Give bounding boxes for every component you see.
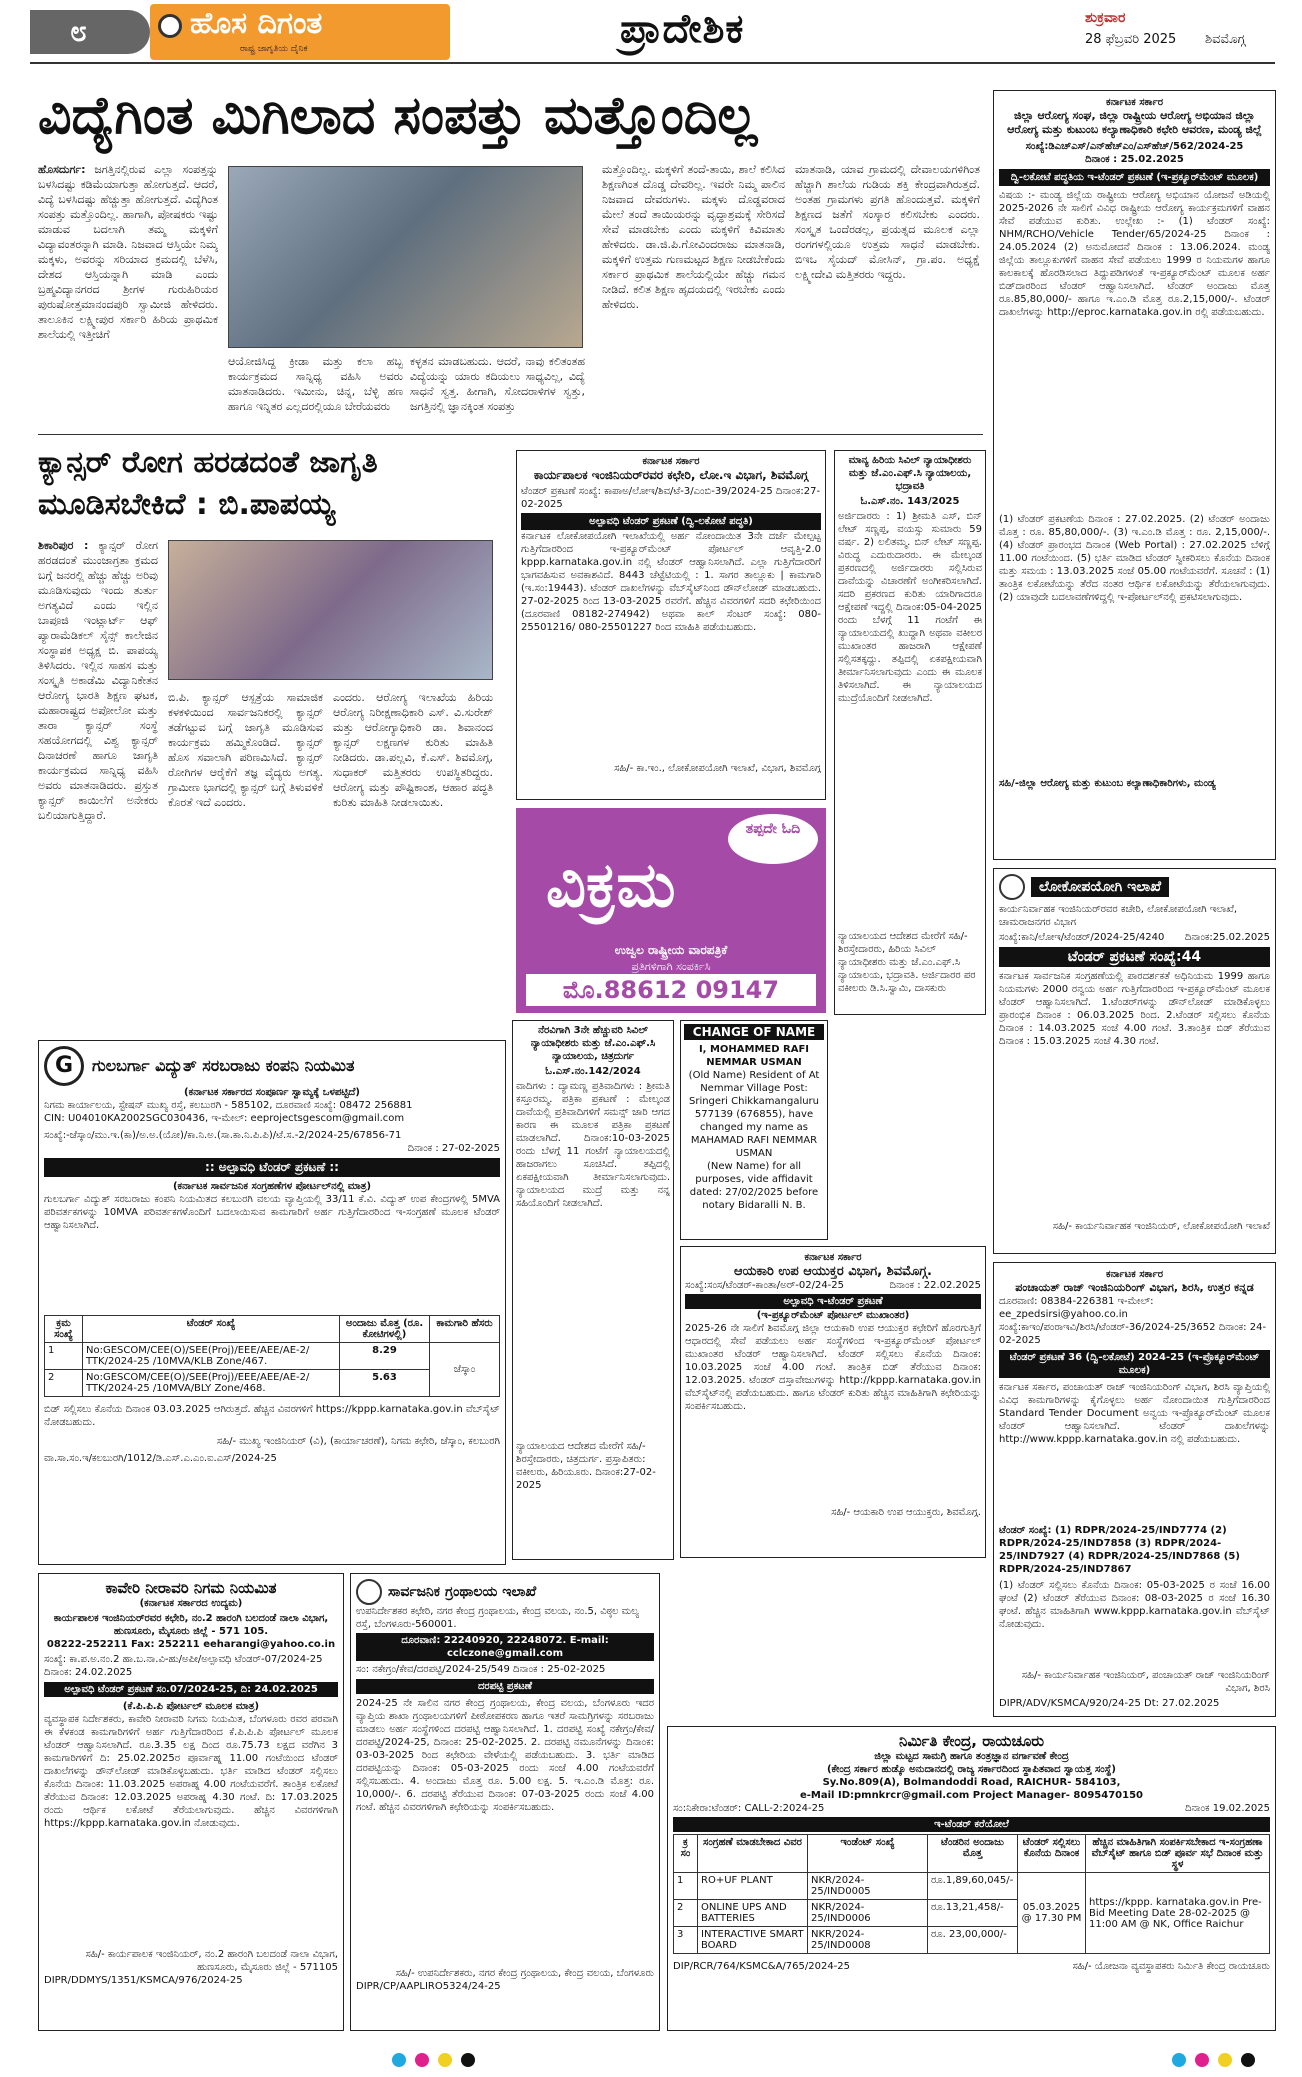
ad-sub2: ಪ್ರತಿಗಳಿಗಾಗಿ ಸಂಪರ್ಕಿಸಿ: [631, 960, 711, 973]
library-quotation: ಸಾರ್ವಜನಿಕ ಗ್ರಂಥಾಲಯ ಇಲಾಖೆ ಉಪನಿರ್ದೇಶಕರ ಕಛೇರಿ, ನಗರ ಕೇಂದ್ರ ಗ್ರಂಥಾಲಯ, ಕೇಂದ್ರ ವಲಯ, ನಂ.5, ವಿಠ್ಠಲ ಮಲ್ಯ ರಸ್ತೆ, ಬೆಂಗಳೂರು-560001. ದೂರವಾಣಿ: 22240920, 22248072. E-mail: cclczone@gmail.com ಸಂ: ನಕೇಗ್ರಂ/ಕೇವ/ದರಪಟ್ಟಿ/2024-25/549 ದಿನಾಂಕ : 25-02-2025 ದರಪಟ್ಟಿ ಪ್ರಕಟಣೆ 2024-25 ನೇ ಸಾಲಿನ ನಗರ ಕೇಂದ್ರ ಗ್ರಂಥಾಲಯ, ಕೇಂದ್ರ ವಲಯ, ಬೆಂಗಳೂರು ಇದರ ವ್ಯಾಪ್ತಿಯ ಶಾಖಾ ಗ್ರಂಥಾಲಯಗಳಿಗೆ ಪೀಠೋಪಕರಣ ಹಾಗೂ ಇತರೆ ಸಾಮಗ್ರಿಗಳನ್ನು ಸರಬರಾಜು ಮಾಡಲು ಅರ್ಹ ಸಂಸ್ಥೆಗಳಿಂದ ದರಪಟ್ಟಿ ಆಹ್ವಾನಿಸಲಾಗಿದೆ. 1. ದರಪಟ್ಟಿ ಸಂಖ್ಯೆ ನಕೇಗ್ರಂ/ಕೇವ/ದರಪಟ್ಟಿ/2024-25, ದಿನಾಂಕ: 25-02-2025. 2. ದರಪಟ್ಟಿ ನಮೂನೆಗಳನ್ನು ದಿನಾಂಕ: 03-03-2025 ರಿಂದ ಕಛೇರಿಯ ವೇಳೆಯಲ್ಲಿ ಪಡೆಯಬಹುದು. 3. ಭರ್ತಿ ಮಾಡಿದ ದರಪಟ್ಟಿಯನ್ನು ದಿನಾಂಕ: 05-03-2025 ರಂದು ಸಂಜೆ 4.00 ಗಂಟೆಯವರೆಗೆ ಸಲ್ಲಿಸಬಹುದು. 4. ಅಂದಾಜು ಮೊತ್ತ ರೂ. 5.00 ಲಕ್ಷ. 5. ಇ.ಎಂ.ಡಿ ಮೊತ್ತ: ರೂ. 10,000/-. 6. ದರಪಟ್ಟಿ ತೆರೆಯುವ ದಿನಾಂಕ: 07-03-2025 ರಂದು ಸಂಜೆ 4.00 ಗಂಟೆ. ಹೆಚ್ಚಿನ ವಿವರಗಳಿಗಾಗಿ ಕಛೇರಿಯನ್ನು ಸಂಪರ್ಕಿಸಬಹುದು. ಸಹಿ/- ಉಪನಿರ್ದೇಶಕರು, ನಗರ ಕೇಂದ್ರ ಗ್ರಂಥಾಲಯ, ಕೇಂದ್ರ ವಲಯ, ಬೆಂಗಳೂರು DIPR/CP/AAPLIRO5324/24-25: [350, 1573, 660, 2031]
cyan-mark: [392, 2053, 406, 2067]
tender-cauvery: ಕಾವೇರಿ ನೀರಾವರಿ ನಿಗಮ ನಿಯಮಿತ (ಕರ್ನಾಟಕ ಸರ್ಕಾರದ ಉದ್ಯಮ) ಕಾರ್ಯಪಾಲಕ ಇಂಜಿನಿಯರ್‌ರವರ ಕಛೇರಿ, ನಂ.2 ಹಾರಂಗಿ ಬಲದಂಡೆ ನಾಲಾ ವಿಭಾಗ, ಹುಣಸೂರು, ಮೈಸೂರು ಜಿಲ್ಲೆ - 571 105. 08222-252211 Fax: 252211 eeharangi@yahoo.co.in ಸಂಖ್ಯೆ: ಕಾ.ಪ.ಅ.ನಂ.2 ಹಾ.ಬ.ನಾ.ವಿ-ಹು/ಅಪೀ/ಅಲ್ಪಾವಧಿ ಟೆಂಡರ್-07/2024-25 ದಿನಾಂಕ: 24.02.2025 ಅಲ್ಪಾವಧಿ ಟೆಂಡರ್ ಪ್ರಕಟಣೆ ಸಂ.07/2024-25, ದಿ: 24.02.2025 (ಕೆ.ಪಿ.ಪಿ.ಪಿ ಪೋರ್ಟಲ್ ಮೂಲಕ ಮಾತ್ರ) ವ್ಯವಸ್ಥಾಪಕ ನಿರ್ದೇಶಕರು, ಕಾವೇರಿ ನೀರಾವರಿ ನಿಗಮ ನಿಯಮಿತ, ಬೆಂಗಳೂರು ರವರ ಪರವಾಗಿ ಈ ಕೆಳಕಂಡ ಕಾಮಗಾರಿಗಳಿಗೆ ಅರ್ಹ ಗುತ್ತಿಗೆದಾರರಿಂದ ಕೆ.ಪಿ.ಪಿ.ಪಿ ಪೋರ್ಟಲ್ ಮೂಲಕ ಟೆಂಡರ್ ಆಹ್ವಾನಿಸಲಾಗಿದೆ. ರೂ.3.35 ಲಕ್ಷ ದಿಂದ ರೂ.75.73 ಲಕ್ಷದ ವರೆಗಿನ 3 ಕಾಮಗಾರಿಗಳಿಗೆ ದಿ: 25.02.2025ರ ಪೂರ್ವಾಹ್ನ 11.00 ಗಂಟೆಯಿಂದ ಟೆಂಡರ್ ದಾಖಲೆಗಳನ್ನು ಡೌನ್‌ಲೋಡ್ ಮಾಡಿಕೊಳ್ಳಬಹುದು. ಭರ್ತಿ ಮಾಡಿದ ಟೆಂಡರ್ ಸಲ್ಲಿಸಲು ಕೊನೆಯ ದಿನಾಂಕ: 11.03.2025 ಅಪರಾಹ್ನ 4.00 ಗಂಟೆಯವರೆಗೆ. ತಾಂತ್ರಿಕ ಲಕೋಟೆ ತೆರೆಯುವ ದಿನಾಂಕ: 12.03.2025 ಅಪರಾಹ್ನ 4.30 ಗಂಟೆ. ದಿ: 17.03.2025 ರಂದು ಆರ್ಥಿಕ ಲಕೋಟೆ ತೆರೆಯಲಾಗುವುದು. ಹೆಚ್ಚಿನ ವಿವರಗಳಿಗಾಗಿ https://kppp.karnataka.gov.in ನೋಡುವುದು. ಸಹಿ/- ಕಾರ್ಯಪಾಲಕ ಇಂಜಿನಿಯರ್, ನಂ.2 ಹಾರಂಗಿ ಬಲದಂಡೆ ನಾಲಾ ವಿಭಾಗ, ಹುಣಸೂರು, ಮೈಸೂರು ಜಿಲ್ಲೆ - 571105 DIPR/DDMYS/1351/KSMCA/976/2024-25: [38, 1573, 344, 2031]
brand-tagline: ರಾಷ್ಟ್ರ ಜಾಗೃತಿಯ ದೈನಿಕ: [240, 44, 308, 54]
ad-sub: ಉಜ್ವಲ ರಾಷ್ಟ್ರೀಯ ವಾರಪತ್ರಿಕೆ: [614, 943, 728, 957]
issue-day: ಶುಕ್ರವಾರ: [1085, 10, 1126, 26]
story2-col: ಶಿಕಾರಿಪುರ : ಕ್ಯಾನ್ಸರ್ ರೋಗ ಹರಡದಂತೆ ಮುಂಜಾಗ್ರತಾ ಕ್ರಮದ ಬಗ್ಗೆ ಜನರಲ್ಲಿ ಹೆಚ್ಚು ಹೆಚ್ಚು ಅರಿವು ಮೂಡಿಸುವುದು ಇಂದು ತುರ್ತು ಅಗತ್ಯವಿದೆ ಎಂದು ಇಲ್ಲಿನ ಬಾಪೂಜಿ ಇಂಟ್ಲಾರ್ಟ್ ಆಫ್ ಪ್ಯಾರಾಮೆಡಿಕಲ್ ಸೈನ್ಸ್ ಕಾಲೇಜಿನ ಸಂಸ್ಥಾಪಕ ಅಧ್ಯಕ್ಷ ಬಿ. ಪಾಪಯ್ಯ ತಿಳಿಸಿದರು. ಇಲ್ಲಿನ ಸಾಹಸ ಮತ್ತು ಸಂಸ್ಕೃತಿ ಅಕಾಡೆಮಿ ವಿದ್ಯಾನಿಕೇತನ ಆರೋಗ್ಯ ಭಾರತಿ ಶಿಕ್ಷಣ ಘಟಕ, ಮಹಾರಾಷ್ಟ್ರದ ಅಪೋಲೋ ಮತ್ತು ತಾರಾ ಕ್ಯಾನ್ಸರ್ ಸಂಸ್ಥೆ ಸಹಯೋಗದಲ್ಲಿ ವಿಶ್ವ ಕ್ಯಾನ್ಸರ್ ದಿನಾಚರಣೆ ಹಾಗೂ ಜಾಗೃತಿ ಕಾರ್ಯಕ್ರಮದ ಸಾನ್ನಿಧ್ಯ ವಹಿಸಿ ಅವರು ಮಾತನಾಡಿದರು. ಪ್ರಸ್ತುತ ಕ್ಯಾನ್ಸರ್ ಕಾಯಿಲೆಗೆ ಅನೇಕರು ಬಲಿಯಾಗುತ್ತಿದ್ದಾರೆ.: [38, 539, 158, 822]
story-col: ಮಾತನಾಡಿ, ಯಾವ ಗ್ರಾಮದಲ್ಲಿ ದೇವಾಲಯಗಳಿಗಿಂತ ಹೆಚ್ಚಾಗಿ ಶಾಲೆಯ ಗುಡಿಯ ಶಕ್ತಿ ಕೇಂದ್ರವಾಗಿರುತ್ತದೆ. ಅಂತಹ ಗ್ರಾಮಗಳು ಪ್ರಗತಿ ಹೊಂದುತ್ತವೆ. ಮಕ್ಕಳಿಗೆ ಶಿಕ್ಷಣದ ಜತೆಗೆ ಸಂಸ್ಕಾರ ಕಲಿಸಬೇಕು ಎಂದರು. ಸಂಸ್ಕೃತ ಒಂದೆರಡಲ್ಲ, ಪ್ರಯತ್ನದ ಮೂಲಕ ಎಲ್ಲಾ ರಂಗಗಳಲ್ಲಿಯೂ ಉತ್ತಮ ಸಾಧನೆ ಮಾಡಬೇಕು. ಬಿಇಒ ಸೈಯದ್ ಮೋಸಿನ್, ಗ್ರಾ.ಪಂ. ಅಧ್ಯಕ್ಷೆ ಲಕ್ಷ್ಮೀದೇವಿ ಮತ್ತಿತರರು ಇದ್ದರು.: [795, 163, 980, 281]
registration-marks: [390, 2052, 477, 2071]
section-title: ಪ್ರಾದೇಶಿಕ: [620, 6, 745, 52]
court-notice-chitradurga: ನೆರವಿಗಾಗಿ 3ನೇ ಹೆಚ್ಚುವರಿ ಸಿವಿಲ್ ನ್ಯಾಯಾಧೀಶರು ಮತ್ತು ಜೆ.ಎಂ.ಎಫ್.ಸಿ ನ್ಯಾಯಾಲಯ, ಚಿತ್ರದುರ್ಗ ಓ.ಎಸ್.ನಂ.142/2024 ವಾದಿಗಳು : ದ್ಯಾಮಣ್ಣ ಪ್ರತಿವಾದಿಗಳು : ಶ್ರೀಮತಿ ಕಸ್ತೂರಮ್ಮ. ಪತ್ರಿಕಾ ಪ್ರಕಟಣೆ : ಮೇಲ್ಕಂಡ ದಾವೆಯಲ್ಲಿ ಪ್ರತಿವಾದಿಗಳಿಗೆ ಸಮನ್ಸ್ ಜಾರಿ ಆಗದ ಕಾರಣ ಈ ಮೂಲಕ ಪತ್ರಿಕಾ ಪ್ರಕಟಣೆ ಮಾಡಲಾಗಿದೆ. ದಿನಾಂಕ:10-03-2025 ರಂದು ಬೆಳಗ್ಗೆ 11 ಗಂಟೆಗೆ ನ್ಯಾಯಾಲಯದಲ್ಲಿ ಹಾಜರಾಗಲು ಸೂಚಿಸಿದೆ. ತಪ್ಪಿದಲ್ಲಿ ಏಕಪಕ್ಷೀಯವಾಗಿ ತೀರ್ಮಾನಿಸಲಾಗುವುದು. ನ್ಯಾಯಾಲಯದ ಮುದ್ರೆ ಮತ್ತು ನನ್ನ ಸಹಿಯೊಂದಿಗೆ ನೀಡಲಾಗಿದೆ. ನ್ಯಾಯಾಲಯದ ಆದೇಶದ ಮೇರೆಗೆ ಸಹಿ/- ಶಿರಸ್ತೇದಾರರು, ಚಿತ್ರದುರ್ಗ. ಪ್ರಸ್ತಾಪಿತರು: ವಕೀಲರು, ಹಿರಿಯೂರು. ದಿನಾಂಕ:27-02-2025: [512, 1020, 674, 1560]
court-notice-bhadravathi: ಮಾನ್ಯ ಹಿರಿಯ ಸಿವಿಲ್ ನ್ಯಾಯಾಧೀಶರು ಮತ್ತು ಜೆ.ಎಂ.ಎಫ್.ಸಿ ನ್ಯಾಯಾಲಯ, ಭದ್ರಾವತಿ ಓ.ಎಸ್.ನಂ. 143/2025 ಅರ್ಜಿದಾರರು : 1) ಶ್ರೀಮತಿ ಎಸ್, ಬಿನ್ ಲೇಟ್ ಸಣ್ಣಪ್ಪ, ವಯಸ್ಸು ಸುಮಾರು 59 ವರ್ಷ. 2) ಲಲಿತಮ್ಮ. ಬಿನ್ ಲೇಟ್ ಸಣ್ಣಪ್ಪ. ವಿರುದ್ಧ ಎದುರುದಾರರು. ಈ ಮೇಲ್ಕಂಡ ಪ್ರಕರಣದಲ್ಲಿ ಅರ್ಜಿದಾರರು ಸಲ್ಲಿಸಿರುವ ದಾವೆಯನ್ನು ವಿಚಾರಣೆಗೆ ಅಂಗೀಕರಿಸಲಾಗಿದೆ. ಸದರಿ ಪ್ರಕರಣದ ಕುರಿತು ಯಾರಿಗಾದರೂ ಆಕ್ಷೇಪಣೆ ಇದ್ದಲ್ಲಿ ದಿನಾಂಕ:05-04-2025 ರಂದು ಬೆಳಗ್ಗೆ 11 ಗಂಟೆಗೆ ಈ ನ್ಯಾಯಾಲಯದಲ್ಲಿ ಖುದ್ದಾಗಿ ಅಥವಾ ವಕೀಲರ ಮುಖಾಂತರ ಹಾಜರಾಗಿ ಆಕ್ಷೇಪಣೆ ಸಲ್ಲಿಸತಕ್ಕದ್ದು. ತಪ್ಪಿದಲ್ಲಿ ಏಕಪಕ್ಷೀಯವಾಗಿ ತೀರ್ಮಾನಿಸಲಾಗುವುದು ಎಂದು ಈ ಮೂಲಕ ತಿಳಿಸಲಾಗಿದೆ. ಈ ನ್ಯಾಯಾಲಯದ ಮುದ್ರೆಯೊಂದಿಗೆ ನೀಡಲಾಗಿದೆ. ನ್ಯಾಯಾಲಯದ ಆದೇಶದ ಮೇರೆಗೆ ಸಹಿ/- ಶಿರಸ್ತೇದಾರರು, ಹಿರಿಯ ಸಿವಿಲ್ ನ್ಯಾಯಾಧೀಶರು ಮತ್ತು ಜೆ.ಎಂ.ಎಫ್.ಸಿ ನ್ಯಾಯಾಲಯ, ಭದ್ರಾವತಿ. ಅರ್ಜಿದಾರರ ಪರ ವಕೀಲರು ಡಿ.ಸಿ.ಸ್ವಾಮಿ, ದಾಸಕುರು: [834, 450, 986, 1015]
nirmiti-table: ಕ್ರ ಸಂ ಸಂಗ್ರಹಣೆ ಮಾಡಬೇಕಾದ ವಿವರ ಇಂಡೆಂಟ್ ಸಂಖ್ಯೆ ಟೆಂಡರಿನ ಅಂದಾಜು ಮೊತ್ತ ಟೆಂಡರ್ ಸಲ್ಲಿಸಲು ಕೊನೆಯ ದಿನಾಂಕ ಹೆಚ್ಚಿನ ಮಾಹಿತಿಗಾಗಿ ಸಂಪರ್ಕಿಸಬೇಕಾದ ಇ-ಸಂಗ್ರಹಣಾ ವೆಬ್‌ಸೈಟ್ ಹಾಗೂ ಬಿಡ್ ಪೂರ್ವ ಸಭೆ ದಿನಾಂಕ ಮತ್ತು ಸ್ಥಳ 1 RO+UF PLANT NKR/2024-25/IND0005 ರೂ.1,89,60,045/- 05.03.2025 @ 17.30 PM https://kppp. karnataka.gov.in Pre-Bid Meeting Date 28-02-2025 @ 11:00 AM @ NK, Office Raichur 2 ONLINE UPS AND BATTERIES NKR/2024-25/IND0006 ರೂ.13,21,458/- 3 INTERACTIVE SMART BOARD NKR/2024-25/IND0008 ರೂ. 23,00,000/-: [673, 1834, 1270, 1954]
gescom-tender: G ಗುಲಬರ್ಗಾ ವಿದ್ಯುತ್ ಸರಬರಾಜು ಕಂಪನಿ ನಿಯಮಿತ (ಕರ್ನಾಟಕ ಸರ್ಕಾರದ ಸಂಪೂರ್ಣ ಸ್ವಾಮ್ಯಕ್ಕೆ ಒಳಪಟ್ಟಿದೆ) ನಿಗಮ ಕಾರ್ಯಾಲಯ, ಸ್ಟೇಷನ್ ಮುಖ್ಯ ರಸ್ತೆ, ಕಲಬುರಗಿ - 585102, ದೂರವಾಣಿ ಸಂಖ್ಯೆ: 08472 256881 CIN: U04010KA2002SGC030436, ಇ-ಮೇಲ್: eeprojectsgescom@gmail.com ಸಂಖ್ಯೆ:-ಜೆಸ್ಕಾಂ/ಮು.ಇ.(ಕಾ)/ಅ.ಅ.(ಯೋ)/ಕಾ.ನಿ.ಅ.(ಸಾ.ಕಾ.ನಿ.ಪಿ.ಪಿ)/ಟೆ.ಸ.-2/2024-25/67856-71 ದಿನಾಂಕ : 27-02-2025 :: ಅಲ್ಪಾವಧಿ ಟೆಂಡರ್ ಪ್ರಕಟಣೆ :: (ಕರ್ನಾಟಕ ಸಾರ್ವಜನಿಕ ಸಂಗ್ರಹಣೆಗಳ ಪೋರ್ಟಲ್‌ನಲ್ಲಿ ಮಾತ್ರ) ಗುಲಬರ್ಗಾ ವಿದ್ಯುತ್ ಸರಬರಾಜು ಕಂಪನಿ ನಿಯಮಿತದ ಕಲಬುರಗಿ ವಲಯ ವ್ಯಾಪ್ತಿಯಲ್ಲಿ 33/11 ಕೆ.ವಿ. ವಿದ್ಯುತ್ ಉಪ ಕೇಂದ್ರಗಳಲ್ಲಿ 5MVA ಪರಿವರ್ತಕಗಳನ್ನು 10MVA ಪರಿವರ್ತಕಗಳೊಂದಿಗೆ ಬದಲಾಯಿಸುವ ಕಾಮಗಾರಿಗೆ ಅರ್ಹ ಗುತ್ತಿಗೆದಾರರಿಂದ ಇ-ಸಂಗ್ರಹಣೆ ಮೂಲಕ ಟೆಂಡರ್ ಆಹ್ವಾನಿಸಲಾಗಿದೆ. ಕ್ರಮ ಸಂಖ್ಯೆ ಟೆಂಡರ್ ಸಂಖ್ಯೆ ಅಂದಾಜು ಮೊತ್ತ (ರೂ. ಕೋಟಿಗಳಲ್ಲಿ) ಕಾಮಗಾರಿ ಹೆಸರು 1 No:GESCOM/CEE(O)/SEE(Proj)/EEE/AEE/AE-2/ TTK/2024-25 /10MVA/KLB Zone/467. 8.29 ಜೆಸ್ಕಾಂ 2 No:GESCOM/CEE(O)/SEE(Proj)/EEE/AEE/AE-2/ TTK/2024-25 /10MVA/BLY Zone/468. 5.63 ಬಿಡ್ ಸಲ್ಲಿಸಲು ಕೊನೆಯ ದಿನಾಂಕ 03.03.2025 ಆಗಿರುತ್ತದೆ. ಹೆಚ್ಚಿನ ವಿವರಗಳಿಗೆ https://kppp.karnataka.gov.in ವೆಬ್‌ಸೈಟ್ ನೋಡಬಹುದು. ಸಹಿ/- ಮುಖ್ಯ ಇಂಜಿನಿಯರ್ (ವಿ), (ಕಾರ್ಯಾಚರಣೆ), ನಿಗಮ ಕಛೇರಿ, ಜೆಸ್ಕಾಂ, ಕಲಬುರಗಿ ವಾ.ಸಾ.ಸಂ.ಇ/ಕಲಬುರಗಿ/1012/ಡಿ.ಎಸ್.ಎ.ಎಂ.ಐ.ಎಸ್/2024-25: [38, 1040, 506, 1565]
issue-date: 28 ಫೆಬ್ರವರಿ 2025: [1085, 32, 1177, 47]
gescom-name: ಗುಲಬರ್ಗಾ ವಿದ್ಯುತ್ ಸರಬರಾಜು ಕಂಪನಿ ನಿಯಮಿತ: [92, 1056, 355, 1075]
black-mark: [1241, 2053, 1255, 2067]
page-number: ೮: [30, 10, 150, 54]
tender-pwd-44: ಲೋಕೋಪಯೋಗಿ ಇಲಾಖೆ ಕಾರ್ಯನಿರ್ವಾಹಕ ಇಂಜಿನಿಯರ್‌ರವರ ಕಚೇರಿ, ಲೋಕೋಪಯೋಗಿ ಇಲಾಖೆ, ಚಾಮರಾಜನಗರ ವಿಭಾಗ ಸಂಖ್ಯೆ:ಕಾನಿ/ಲೋಇ/ಟೆಂಡರ್/2024-25/4240 ದಿನಾಂಕ:25.02.2025 ಟೆಂಡರ್ ಪ್ರಕಟಣೆ ಸಂಖ್ಯೆ:44 ಕರ್ನಾಟಕ ಸಾರ್ವಜನಿಕ ಸಂಗ್ರಹಣೆಯಲ್ಲಿ ಪಾರದರ್ಶಕತೆ ಅಧಿನಿಯಮ 1999 ಹಾಗೂ ನಿಯಮಗಳು 2000 ರನ್ವಯ ಅರ್ಹ ಗುತ್ತಿಗೆದಾರರಿಂದ ಇ-ಪ್ರಕ್ಯೂರ್‌ಮೆಂಟ್ ಮೂಲಕ ಟೆಂಡರ್ ಆಹ್ವಾನಿಸಲಾಗಿದೆ. 1.ಟೆಂಡರ್‌ಗಳನ್ನು ಡೌನ್‌ಲೋಡ್ ಮಾಡಿಕೊಳ್ಳಲು ಪ್ರಾರಂಭಿಕ ದಿನಾಂಕ : 06.03.2025 ರಿಂದ. 2.ಟೆಂಡರ್ ಸಲ್ಲಿಸಲು ಕೊನೆಯ ದಿನಾಂಕ : 14.03.2025 ಸಂಜೆ 4.00 ಗಂಟೆ. 3.ತಾಂತ್ರಿಕ ಬಿಡ್ ತೆರೆಯುವ ದಿನಾಂಕ : 15.03.2025 ಸಂಜೆ 4.30 ಗಂಟೆ. ಸಹಿ/- ಕಾರ್ಯನಿರ್ವಾಹಕ ಇಂಜಿನಿಯರ್, ಲೋಕೋಪಯೋಗಿ ಇಲಾಖೆ: [993, 868, 1276, 1254]
gescom-table: ಕ್ರಮ ಸಂಖ್ಯೆ ಟೆಂಡರ್ ಸಂಖ್ಯೆ ಅಂದಾಜು ಮೊತ್ತ (ರೂ. ಕೋಟಿಗಳಲ್ಲಿ) ಕಾಮಗಾರಿ ಹೆಸರು 1 No:GESCOM/CEE(O)/SEE(Proj)/EEE/AEE/AE-2/ TTK/2024-25 /10MVA/KLB Zone/467. 8.29 ಜೆಸ್ಕಾಂ 2 No:GESCOM/CEE(O)/SEE(Proj)/EEE/AEE/AE-2/ TTK/2024-25 /10MVA/BLY Zone/468. 5.63: [44, 1315, 500, 1397]
magenta-mark: [415, 2053, 429, 2067]
yellow-mark: [438, 2053, 452, 2067]
magenta-mark: [1195, 2053, 1209, 2067]
lamp-icon: [158, 14, 182, 38]
vikrama-ad: [516, 808, 826, 1013]
tender-health-mandya: ಕರ್ನಾಟಕ ಸರ್ಕಾರ ಜಿಲ್ಲಾ ಆರೋಗ್ಯ ಸಂಘ, ಜಿಲ್ಲಾ ರಾಷ್ಟ್ರೀಯ ಆರೋಗ್ಯ ಅಭಿಯಾನ ಜಿಲ್ಲಾ ಆರೋಗ್ಯ ಮತ್ತು ಕುಟುಂಬ ಕಲ್ಯಾಣಾಧಿಕಾರಿ ಕಛೇರಿ ಆವರಣ, ಮಂಡ್ಯ ಜಿಲ್ಲೆ ಸಂಖ್ಯೆ:ಡಿಎಚ್‌ಎಸ್/ಎನ್‌ಹೆಚ್‌ಎಂ/ಎಸ್‌ಹೆಚ್/562/2024-25 ದಿನಾಂಕ : 25.02.2025 ದ್ವಿ-ಲಕೋಟೆ ಪದ್ಧತಿಯ ಇ-ಟೆಂಡರ್ ಪ್ರಕಟಣೆ (ಇ-ಪ್ರಕ್ಯೂರ್‌ಮೆಂಟ್ ಮೂಲಕ) ವಿಷಯ :- ಮಂಡ್ಯ ಜಿಲ್ಲೆಯ ರಾಷ್ಟ್ರೀಯ ಆರೋಗ್ಯ ಅಭಿಯಾನ ಯೋಜನೆ ಅಡಿಯಲ್ಲಿ 2025-2026 ನೇ ಸಾಲಿಗೆ ವಿವಿಧ ರಾಷ್ಟ್ರೀಯ ಆರೋಗ್ಯ ಕಾರ್ಯಕ್ರಮಗಳಿಗೆ ವಾಹನ ಸೇವೆ ಪಡೆಯುವ ಕುರಿತು. ಉಲ್ಲೇಖ :- (1) ಟೆಂಡರ್ ಸಂಖ್ಯೆ: NHM/RCHO/Vehicle Tender/65/2024-25 ದಿನಾಂಕ : 24.05.2024 (2) ಅನುಮೋದನೆ ದಿನಾಂಕ : 13.06.2024. ಮಂಡ್ಯ ಜಿಲ್ಲೆಯ ತಾಲ್ಲೂಕುಗಳಿಗೆ ವಾಹನ ಸೇವೆ ಪಡೆಯಲು 1999 ರ ನಿಯಮಗಳ ಹಾಗೂ ಕಾಲಕಾಲಕ್ಕೆ ಹೊರಡಿಸಲಾದ ತಿದ್ದುಪಡಿಗಳಂತೆ ಇ-ಪ್ರಕ್ಯೂರ್‌ಮೆಂಟ್ ಮೂಲಕ ಅರ್ಹ ಬಿಡ್‌ದಾರರಿಂದ ಟೆಂಡರ್ ಆಹ್ವಾನಿಸಲಾಗಿದೆ. ಟೆಂಡರ್ ಅಂದಾಜು ಮೊತ್ತ ರೂ.85,80,000/- ಹಾಗೂ ಇ.ಎಂ.ಡಿ ಮೊತ್ತ ರೂ.2,15,000/-. ಟೆಂಡರ್ ದಾಖಲೆಗಳನ್ನು http://eproc.karnataka.gov.in ರಲ್ಲಿ ಪಡೆಯಬಹುದು. (1) ಟೆಂಡರ್ ಪ್ರಕಟಣೆಯ ದಿನಾಂಕ : 27.02.2025. (2) ಟೆಂಡರ್ ಅಂದಾಜು ಮೊತ್ತ : ರೂ. 85,80,000/-. (3) ಇ.ಎಂ.ಡಿ ಮೊತ್ತ : ರೂ. 2,15,000/-. (4) ಟೆಂಡರ್ ಪ್ರಾರಂಭದ ದಿನಾಂಕ (Web Portal) : 27.02.2025 ಬೆಳಿಗ್ಗೆ 11.00 ಗಂಟೆಯಿಂದ. (5) ಭರ್ತಿ ಮಾಡಿದ ಟೆಂಡರ್ ಸ್ವೀಕರಿಸಲು ಕೊನೆಯ ದಿನಾಂಕ ಮತ್ತು ಸಮಯ : 13.03.2025 ಸಂಜೆ 05.00 ಗಂಟೆಯವರೆಗೆ. ಸೂಚನೆ : (1) ತಾಂತ್ರಿಕ ಲಕೋಟೆಯನ್ನು ತೆರೆದ ನಂತರ ಆರ್ಥಿಕ ಲಕೋಟೆಯನ್ನು ತೆರೆಯಲಾಗುವುದು. (2) ಯಾವುದೇ ಬದಲಾವಣೆಗಳಿದ್ದಲ್ಲಿ ಇ-ಪೋರ್ಟಲ್‌ನಲ್ಲಿ ಪ್ರಕಟಿಸಲಾಗುವುದು. ಸಹಿ/-ಜಿಲ್ಲಾ ಆರೋಗ್ಯ ಮತ್ತು ಕುಟುಂಬ ಕಲ್ಯಾಣಾಧಿಕಾರಿಗಳು, ಮಂಡ್ಯ: [993, 90, 1276, 860]
table-row: 1 No:GESCOM/CEE(O)/SEE(Proj)/EEE/AEE/AE-2/ TTK/2024-25 /10MVA/KLB Zone/467. 8.29 ಜೆಸ್ಕಾಂ: [45, 1343, 500, 1370]
ad-title: ವಿಕ್ರಮ: [546, 848, 676, 921]
table-row: 1 RO+UF PLANT NKR/2024-25/IND0005 ರೂ.1,89,60,045/- 05.03.2025 @ 17.30 PM https://kppp. karnataka.gov.in Pre-Bid Meeting Date 28-02-2025 @ 11:00 AM @ NK, Office Raichur: [674, 1873, 1270, 1900]
story2-col: ಎಂದರು. ಆರೋಗ್ಯ ಇಲಾಖೆಯ ಹಿರಿಯ ಆರೋಗ್ಯ ನಿರೀಕ್ಷಣಾಧಿಕಾರಿ ಎಸ್. ವಿ.ಸುರೇಶ್ ಮತ್ತು ಆರೋಗ್ಯಾಧಿಕಾರಿ ಡಾ. ಶಿವಾನಂದ ಕ್ಯಾನ್ಸರ್ ಲಕ್ಷಣಗಳ ಕುರಿತು ಮಾಹಿತಿ ನೀಡಿದರು. ಡಾ.ಪಲ್ಲವಿ, ಕೆ.ಎಸ್. ಶಿವಮೊಗ್ಗ, ಸುಧಾಕರ್ ಮತ್ತಿತರರು ಉಪಸ್ಥಿತರಿದ್ದರು. ಆರೋಗ್ಯ ಮತ್ತು ಪೌಷ್ಟಿಕಾಂಶ, ಆಹಾರ ಪದ್ಧತಿ ಕುರಿತು ಮಾಹಿತಿ ನೀಡಲಾಯಿತು.: [333, 691, 493, 809]
story-col: ಕಳ್ಳತನ ಮಾಡಬಹುದು. ಆದರೆ, ನಾವು ಕಲಿತಂತಹ ವಿದ್ಯೆಯನ್ನು ಯಾರು ಕದಿಯಲು ಸಾಧ್ಯವಿಲ್ಲ, ವಿದ್ಯೆ ಸಾಧನೆ ಸ್ವತ್ತ. ಹೀಗಾಗಿ, ಸೋದರಾಳಿಗಳ ಸ್ವತ್ತು, ಜಗತ್ತಿನಲ್ಲಿ ಜ್ಞಾನಕ್ಕಿಂತ ಸಂಪತ್ತು: [410, 355, 585, 413]
table-row: 2 No:GESCOM/CEE(O)/SEE(Proj)/EEE/AEE/AE-2/ TTK/2024-25 /10MVA/BLY Zone/468. 5.63: [45, 1370, 500, 1397]
brand-name: ಹೊಸ ದಿಗಂತ: [190, 6, 323, 41]
masthead-rule: [30, 62, 1275, 64]
tender-prd-sirsi: ಕರ್ನಾಟಕ ಸರ್ಕಾರ ಪಂಚಾಯತ್ ರಾಜ್ ಇಂಜಿನಿಯರಿಂಗ್ ವಿಭಾಗ, ಶಿರಸಿ, ಉತ್ತರ ಕನ್ನಡ ದೂರವಾಣಿ: 08384-226381 ಇ-ಮೇಲ್: ee_zpedsirsi@yahoo.co.in ಸಂಖ್ಯೆ:ಕಾಇಂ/ಪಂರಾಇವಿ/ಶಿರಸಿ/ಟೆಂಡರ್-36/2024-25/3652 ದಿನಾಂಕ: 24-02-2025 ಟೆಂಡರ್ ಪ್ರಕಟಣೆ 36 (ದ್ವಿ-ಲಕೋಟೆ) 2024-25 (ಇ-ಪ್ರೊಕ್ಯೂರ್‌ಮೆಂಟ್ ಮೂಲಕ) ಕರ್ನಾಟಕ ಸರ್ಕಾರ, ಪಂಚಾಯತ್ ರಾಜ್ ಇಂಜಿನಿಯರಿಂಗ್ ವಿಭಾಗ, ಶಿರಸಿ ವ್ಯಾಪ್ತಿಯಲ್ಲಿ ವಿವಿಧ ಕಾಮಗಾರಿಗಳನ್ನು ಕೈಗೊಳ್ಳಲು ಅರ್ಹ ನೋಂದಾಯಿತ ಗುತ್ತಿಗೆದಾರರಿಂದ Standard Tender Document ಅನ್ವಯ ಇ-ಪ್ರೊಕ್ಯೂರ್‌ಮೆಂಟ್ ಮೂಲಕ ಟೆಂಡರ್ ಆಹ್ವಾನಿಸಲಾಗಿದೆ. ಟೆಂಡರ್ ದಾಖಲೆಗಳನ್ನು http://www.kppp.karnataka.gov.in ನಲ್ಲಿ ಪಡೆಯಬಹುದು. ಟೆಂಡರ್ ಸಂಖ್ಯೆ: (1) RDPR/2024-25/IND7774 (2) RDPR/2024-25/IND7858 (3) RDPR/2024-25/IND7927 (4) RDPR/2024-25/IND7868 (5) RDPR/2024-25/IND7867 (1) ಟೆಂಡರ್ ಸಲ್ಲಿಸಲು ಕೊನೆಯ ದಿನಾಂಕ: 05-03-2025 ರ ಸಂಜೆ 16.00 ಘಂಟೆ (2) ಟೆಂಡರ್ ತೆರೆಯುವ ದಿನಾಂಕ: 08-03-2025 ರ ಸಂಜೆ 16.30 ಘಂಟೆ. ಹೆಚ್ಚಿನ ಮಾಹಿತಿಗಾಗಿ www.kppp.karnataka.gov.in ವೆಬ್‌ಸೈಟ್ ನೋಡುವುದು. ಸಹಿ/- ಕಾರ್ಯನಿರ್ವಾಹಕ ಇಂಜಿನಿಯರ್, ಪಂಚಾಯತ್ ರಾಜ್ ಇಂಜಿನಿಯರಿಂಗ್ ವಿಭಾಗ, ಶಿರಸಿ DIPR/ADV/KSMCA/920/24-25 Dt: 27.02.2025: [993, 1262, 1276, 1717]
table-row: 2 ONLINE UPS AND BATTERIES NKR/2024-25/IND0006 ರೂ.13,21,458/-: [674, 1900, 1270, 1927]
section-divider: [38, 434, 983, 435]
registration-marks: [1170, 2052, 1257, 2071]
tender-excise-shivamogga: ಕರ್ನಾಟಕ ಸರ್ಕಾರ ಆಯಕಾರಿ ಉಪ ಆಯುಕ್ತರ ವಿಭಾಗ, ಶಿವಮೊಗ್ಗ. ಸಂಖ್ಯೆ:ಸಂಸ/ಟೆಂಡರ್-ಕಾಂತಾ/ಅರ್-02/24-25 ದಿನಾಂಕ : 22.02.2025 ಅಲ್ಪಾವಧಿ ಇ-ಟೆಂಡರ್ ಪ್ರಕಟಣೆ (ಇ-ಪ್ರಕ್ಯೂರ್‌ಮೆಂಟ್ ಪೋರ್ಟಲ್ ಮುಖಾಂತರ) 2025-26 ನೇ ಸಾಲಿಗೆ ಶಿವಮೊಗ್ಗ ಜಿಲ್ಲಾ ಆಯಕಾರಿ ಉಪ ಆಯುಕ್ತರ ಕಛೇರಿಗೆ ಹೊರಗುತ್ತಿಗೆ ಆಧಾರದಲ್ಲಿ ಸೇವೆ ಪಡೆಯಲು ಅರ್ಹ ಸಂಸ್ಥೆಗಳಿಂದ ಇ-ಪ್ರಕ್ಯೂರ್‌ಮೆಂಟ್ ಪೋರ್ಟಲ್ ಮುಖಾಂತರ ಟೆಂಡರ್ ಆಹ್ವಾನಿಸಲಾಗಿದೆ. ಟೆಂಡರ್ ಸಲ್ಲಿಸಲು ಕೊನೆಯ ದಿನಾಂಕ: 10.03.2025 ಸಂಜೆ 4.00 ಗಂಟೆ. ತಾಂತ್ರಿಕ ಬಿಡ್ ತೆರೆಯುವ ದಿನಾಂಕ: 12.03.2025. ಟೆಂಡರ್ ದಸ್ತಾವೇಜುಗಳನ್ನು http://kppp.karnataka.gov.in ವೆಬ್‌ಸೈಟ್‌ನಲ್ಲಿ ಪಡೆಯಬಹುದು. ಹಾಗೂ ಟೆಂಡರ್ ಕುರಿತು ಹೆಚ್ಚಿನ ಮಾಹಿತಿಗಾಗಿ ಕಛೇರಿಯನ್ನು ಸಂಪರ್ಕಿಸಬಹುದು. ಸಹಿ/- ಆಯಕಾರಿ ಉಪ ಆಯುಕ್ತರು, ಶಿವಮೊಗ್ಗ.: [680, 1246, 986, 1558]
tender-pwd-shivamogga: ಕರ್ನಾಟಕ ಸರ್ಕಾರ ಕಾರ್ಯಪಾಲಕ ಇಂಜಿನಿಯರ್‌ರವರ ಕಛೇರಿ, ಲೋ.ಇ ವಿಭಾಗ, ಶಿವಮೊಗ್ಗ ಟೆಂಡರ್ ಪ್ರಕಟಣೆ ಸಂಖ್ಯೆ: ಕಾಪಾಅ/ಲೋಇ/ಶಿವ/ಟೆ-3/ಎಂಬಿ-39/2024-25 ದಿನಾಂಕ:27-02-2025 ಅಲ್ಪಾವಧಿ ಟೆಂಡರ್ ಪ್ರಕಟಣೆ (ದ್ವಿ-ಲಕೋಟೆ ಪದ್ಧತಿ) ಕರ್ನಾಟಕ ಲೋಕೋಪಯೋಗಿ ಇಲಾಖೆಯಲ್ಲಿ ಅರ್ಹ ನೋಂದಾಯಿತ 3ನೇ ದರ್ಜೆ ಮೇಲ್ಪಟ್ಟ ಗುತ್ತಿಗೆದಾರರಿಂದ ಇ-ಪ್ರಕ್ಯೂರ್‌ಮೆಂಟ್ ಪೋರ್ಟಲ್ ಆವೃತ್ತಿ-2.0 kppp.karnataka.gov.in ನಲ್ಲಿ ಟೆಂಡರ್ ಆಹ್ವಾನಿಸಲಾಗಿದೆ. ಎಲ್ಲಾ ಗುತ್ತಿಗೆದಾರರಿಗೆ ಭಾಗವಹಿಸುವ ಅವಕಾಶವಿದೆ. 8443 ಚೆಟ್ಟೆಟಿಯಲ್ಲಿ : 1. ಸಾಗರ ತಾಲ್ಲೂಕು | ಕಾಮಗಾರಿ (ಇ.ಸಂ:19443). ಟೆಂಡರ್ ದಾಖಲೆಗಳನ್ನು ವೆಬ್‌ಸೈಟ್‌ನಿಂದ ಡೌನ್‌ಲೋಡ್ ಮಾಡಬಹುದು. 27-02-2025 ರಿಂದ 13-03-2025 ರವರೆಗೆ. ಹೆಚ್ಚಿನ ವಿವರಗಳಿಗೆ ಸದರಿ ಕಛೇರಿಯಿಂದ (ದೂರವಾಣಿ 08182-274942) ಅಥವಾ ಕಾಲ್ ಸೆಂಟರ್ ಸಂಖ್ಯೆ: 080-25501216/ 080-25501227 ರಿಂದ ಮಾಹಿತಿ ಪಡೆಯಬಹುದು. ಸಹಿ/- ಕಾ.ಇಂ., ಲೋಕೋಪಯೋಗಿ ಇಲಾಖೆ, ವಿಭಾಗ, ಶಿವಮೊಗ್ಗ: [516, 450, 826, 800]
story2-col: ಬಿ.ಪಿ. ಕ್ಯಾನ್ಸರ್ ಆಸ್ಪತ್ರೆಯ ಸಾಮಾಜಿಕ ಕಳಕಳಿಯಿಂದ ಸಾರ್ವಜನಿಕರಲ್ಲಿ ಕ್ಯಾನ್ಸರ್ ತಡೆಗಟ್ಟುವ ಬಗ್ಗೆ ಜಾಗೃತಿ ಮೂಡಿಸುವ ಕಾರ್ಯಕ್ರಮ ಹಮ್ಮಿಕೊಂಡಿದೆ. ಕ್ಯಾನ್ಸರ್ ಹೊಸ ಸವಾಲಾಗಿ ಪರಿಣಮಿಸಿದೆ. ಕ್ಯಾನ್ಸರ್ ರೋಗಿಗಳ ಆರೈಕೆಗೆ ತಜ್ಞ ವೈದ್ಯರು ಅಗತ್ಯ. ಗ್ರಾಮೀಣ ಭಾಗದಲ್ಲಿ ಕ್ಯಾನ್ಸರ್ ಬಗ್ಗೆ ತಿಳುವಳಿಕೆ ಕೊರತೆ ಇದೆ ಎಂದರು.: [168, 691, 323, 809]
table-row: 3 INTERACTIVE SMART BOARD NKR/2024-25/IND0008 ರೂ. 23,00,000/-: [674, 1927, 1270, 1954]
ad-phone: ಮೊ.88612 09147: [526, 974, 816, 1006]
issue-city: ಶಿವಮೊಗ್ಗ: [1205, 32, 1246, 47]
emblem-icon: [999, 874, 1025, 900]
brand-logo: [150, 4, 450, 60]
emblem-icon: [356, 1579, 382, 1605]
story2-headline: ಕ್ಯಾನ್ಸರ್ ರೋಗ ಹರಡದಂತೆ ಜಾಗೃತಿ ಮೂಡಿಸಬೇಕಿದೆ : ಬಿ.ಪಾಪಯ್ಯ: [38, 445, 378, 522]
story-col: ಮತ್ತೊಂದಿಲ್ಲ. ಮಕ್ಕಳಿಗೆ ತಂದೆ-ತಾಯಿ, ಶಾಲೆ ಕಲಿಸಿದ ಶಿಕ್ಷಣಗಿಂತ ದೊಡ್ಡ ದೇವರಿಲ್ಲ. ಇವರೇ ನಿಮ್ಮ ಪಾಲಿನ ನಿಜವಾದ ದೇವರುಗಳು. ಮಕ್ಕಳು ದೊಡ್ಡವರಾದ ಮೇಲೆ ತಂದೆ ತಾಯಿಯರನ್ನು ವೃದ್ಧಾಶ್ರಮಕ್ಕೆ ಸೇರಿಸದೆ ಸೇವೆ ಮಾಡಬೇಕು ಎಂದು ಮಕ್ಕಳಿಗೆ ಕಿವಿಮಾತು ಹೇಳಿದರು. ಡಾ.ಜಿ.ಪಿ.ಗೋವಿಂದರಾಜು ಮಾತನಾಡಿ, ಮಕ್ಕಳಿಗೆ ಉತ್ತಮ ಗುಣಮಟ್ಟದ ಶಿಕ್ಷಣ ನೀಡಬೇಕೆಂದು ಸರ್ಕಾರ ಪ್ರಾಥಮಿಕ ಶಾಲೆಯಲ್ಲಿಯೇ ಹೆಚ್ಚು ಗಮನ ನೀಡಿದೆ. ಕಲಿತ ಶಿಕ್ಷಣ ಹೃದಯದಲ್ಲಿ ಇರಬೇಕು ಎಂದು ಹೇಳಿದರು.: [602, 163, 785, 311]
nirmiti-etender: ನಿರ್ಮಿತಿ ಕೇಂದ್ರ, ರಾಯಚೂರು ಜಿಲ್ಲಾ ಮಟ್ಟದ ಸಾಮಗ್ರಿ ಹಾಗೂ ತಂತ್ರಜ್ಞಾನ ವರ್ಗಾವಣೆ ಕೇಂದ್ರ (ಕೇಂದ್ರ ಸರ್ಕಾರ ಹುಡ್ಕೊ ಅನುದಾನದಲ್ಲಿ ರಾಜ್ಯ ಸರ್ಕಾರದಿಂದ ಸ್ಥಾಪಿತವಾದ ಸ್ವಾಯತ್ತ ಸಂಸ್ಥೆ) Sy.No.809(A), Bolmandoddi Road, RAICHUR- 584103, e-Mail ID:pmnkrcr@gmail.com Project Manager- 8095470150 ಸಂ:ನಿಕೇರಾ:ಟೆಂಡರ್: CALL-2:2024-25 ದಿನಾಂಕ 19.02.2025 ಇ-ಟೆಂಡರ್ ಕರೆಯೋಲೆ ಕ್ರ ಸಂ ಸಂಗ್ರಹಣೆ ಮಾಡಬೇಕಾದ ವಿವರ ಇಂಡೆಂಟ್ ಸಂಖ್ಯೆ ಟೆಂಡರಿನ ಅಂದಾಜು ಮೊತ್ತ ಟೆಂಡರ್ ಸಲ್ಲಿಸಲು ಕೊನೆಯ ದಿನಾಂಕ ಹೆಚ್ಚಿನ ಮಾಹಿತಿಗಾಗಿ ಸಂಪರ್ಕಿಸಬೇಕಾದ ಇ-ಸಂಗ್ರಹಣಾ ವೆಬ್‌ಸೈಟ್ ಹಾಗೂ ಬಿಡ್ ಪೂರ್ವ ಸಭೆ ದಿನಾಂಕ ಮತ್ತು ಸ್ಥಳ 1 RO+UF PLANT NKR/2024-25/IND0005 ರೂ.1,89,60,045/- 05.03.2025 @ 17.30 PM https://kppp. karnataka.gov.in Pre-Bid Meeting Date 28-02-2025 @ 11:00 AM @ NK, Office Raichur 2 ONLINE UPS AND BATTERIES NKR/2024-25/IND0006 ರೂ.13,21,458/- 3 INTERACTIVE SMART BOARD NKR/2024-25/IND0008 ರೂ. 23,00,000/- DIP/RCR/764/KSMC&A/765/2024-25 ಸಹಿ/- ಯೋಜನಾ ವ್ಯವಸ್ಥಾಪಕರು ನಿರ್ಮಿತಿ ಕೇಂದ್ರ ರಾಯಚೂರು: [667, 1726, 1276, 2031]
story-dateline: ಹೊಸದುರ್ಗ:: [38, 163, 86, 176]
story2-photo: [168, 540, 493, 680]
story-col: ಹೊಸದುರ್ಗ: ಜಗತ್ತಿನಲ್ಲಿರುವ ಎಲ್ಲಾ ಸಂಪತ್ತನ್ನು ಬಳಸಿದಷ್ಟು ಕಡಿಮೆಯಾಗುತ್ತಾ ಹೋಗುತ್ತದೆ. ಆದರೆ, ವಿದ್ಯೆ ಬಳಸಿದಷ್ಟು ಹೆಚ್ಚುತ್ತಾ ಹೋಗುತ್ತದೆ. ವಿದ್ಯೆಗಿಂತ ಸಂಪತ್ತು ಮತ್ತೊಂದಿಲ್ಲ. ಹಾಗಾಗಿ, ಪೋಷಕರು ಇಷ್ಟು ಮಾಡುವ ಬದಲಾಗಿ ತಮ್ಮ ಮಕ್ಕಳಿಗೆ ವಿದ್ಯಾವಂತರನ್ನಾಗಿ ಮಾಡಿ. ನಿಜವಾದ ಆಸ್ತಿಯೇ ನಿಮ್ಮ ಮಕ್ಕಳು, ಅವರನ್ನು ಸರಿಯಾದ ಕ್ರಮದಲ್ಲಿ ಬೆಳೆಸಿ, ದೇಶದ ಆಸ್ತಿಯನ್ನಾಗಿ ಮಾಡಿ ಎಂದು ಬ್ರಹ್ಮವಿದ್ಯಾನಗರದ ಶ್ರೀಗಳ ಗುರುಹಿರಿಯರ ಪುರುಷೋತ್ತಮಾನಂದಪುರಿ ಸ್ವಾಮೀಜಿ ಹೇಳಿದರು. ತಾಲೂಕಿನ ಲಕ್ಷ್ಮೀಪುರ ಸರ್ಕಾರಿ ಹಿರಿಯ ಪ್ರಾಥಮಿಕ ಶಾಲೆಯಲ್ಲಿ ಇತ್ತೀಚಿಗೆ: [38, 163, 218, 341]
gescom-logo: G: [44, 1046, 84, 1086]
cyan-mark: [1172, 2053, 1186, 2067]
ad-badge: ತಪ್ಪದೇ ಓದಿ: [728, 814, 818, 864]
black-mark: [461, 2053, 475, 2067]
story-photo: [228, 166, 583, 348]
masthead: [30, 4, 1275, 60]
change-of-name: CHANGE OF NAME I, MOHAMMED RAFI NEMMAR USMAN (Old Name) Resident of At Nemmar Village Post: Sringeri Chikkamangaluru 577139 (676855), have changed my name as MAHAMAD RAFI NEMMAR USMAN (New Name) for all purposes, vide affidavit dated: 27/02/2025 before notary Bidaralli N. B.: [680, 1020, 828, 1240]
yellow-mark: [1218, 2053, 1232, 2067]
story-headline: ವಿದ್ಯೆಗಿಂತ ಮಿಗಿಲಾದ ಸಂಪತ್ತು ಮತ್ತೊಂದಿಲ್ಲ: [38, 86, 758, 146]
story-caption: ಆಯೋಜಿಸಿದ್ದ ಕ್ರೀಡಾ ಮತ್ತು ಕಲಾ ಹಬ್ಬ ಕಾರ್ಯಕ್ರಮದ ಸಾನ್ನಿಧ್ಯ ವಹಿಸಿ ಅವರು ಮಾತನಾಡಿದರು. ಇಮೀನು, ಚಿನ್ನ, ಬೆಳ್ಳಿ ಹಣ ಹಾಗೂ ಇನ್ನಿತರ ಎಲ್ಲದರಲ್ಲಿಯೂ ಬೇರೆಯವರು: [228, 355, 403, 413]
